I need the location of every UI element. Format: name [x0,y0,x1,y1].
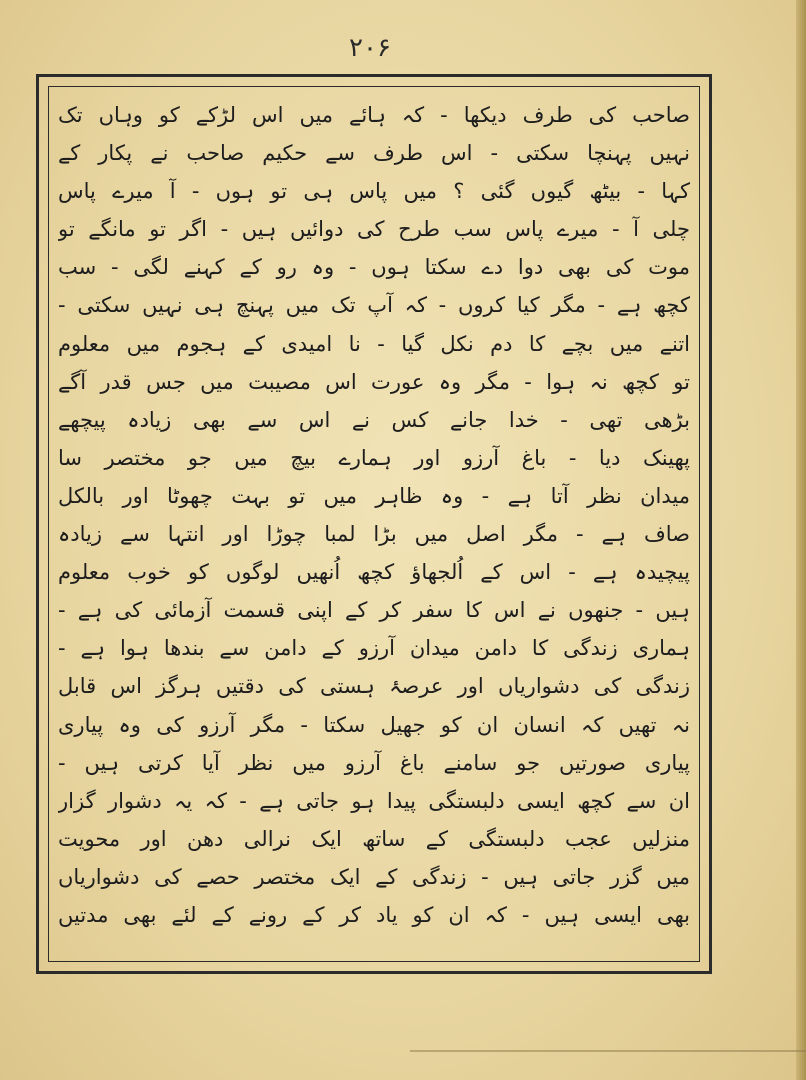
text-line: صاحب کی طرف دیکھا - کہ ہائے میں اس لڑکے کو وہاں تک [58,103,690,127]
text-line: منزلیں عجب دلبستگی کے ساتھ ایک نرالی دھن اور محویت [58,826,690,851]
text-line: کہا - بیٹھ گیوں گئی ؟ میں پاس ہی تو ہوں - آ میرے پاس [58,179,690,204]
text-line: زندگی کی دشواریاں اور عرصۂ ہستی کی دقتیں ہرگز اس قابل [58,674,690,699]
page-shadow-line [410,1050,806,1052]
text-line: پھینک دیا - باغ آرزو اور ہمارے بیچ میں جو مختصر سا [58,445,690,470]
text-line: موت کی بھی دوا دے سکتا ہوں - وہ رو کے کہنے لگی - سب [58,255,690,280]
text-line: صاف ہے - مگر اصل میں بڑا لمبا چوڑا اور انتہا سے زیادہ [58,522,690,547]
text-line: چلی آ - میرے پاس سب طرح کی دوائیں ہیں - اگر تو مانگے تو [58,217,690,242]
text-line: ہیں - جنھوں نے اس کا سفر کر کے اپنی قسمت آزمائی کی ہے - [58,598,690,623]
text-line: پیاری صورتیں جو سامنے باغ آرزو میں نظر آیا کرتی ہیں - [58,750,690,775]
text-line: بڑھی تھی - خدا جانے کس نے اس سے بھی زیادہ پیچھے [58,407,690,432]
text-line: میں گزر جاتی ہیں - زندگی کے ایک مختصر حصے کی دشواریاں [58,864,690,889]
page-number: ۲۰۶ [349,33,391,63]
text-line: پیچیدہ ہے - اس کے اُلجھاؤ کچھ اُنھیں لوگوں کو خوب معلوم [58,560,690,585]
text-line: اتنے میں بچے کا دم نکل گیا - نا امیدی کے ہجوم میں معلوم [58,331,690,356]
text-line: بھی ایسی ہیں - کہ ان کو یاد کر کے رونے کے لئے بھی مدتیں [58,902,690,927]
text-line: کچھ ہے - مگر کیا کروں - کہ آپ تک میں پہنچ ہی نہیں سکتی - [58,293,690,318]
text-line: ہماری زندگی کا دامن میدان آرزو کے دامن سے بندھا ہوا ہے - [58,636,690,661]
text-line: نہ تھیں کہ انسان ان کو جھیل سکتا - مگر آرزو کی وہ پیاری [58,712,690,737]
text-line: نہیں پہنچا سکتی - اس طرف سے حکیم صاحب نے پکار کے [58,141,690,166]
text-line: ان سے کچھ ایسی دلبستگی پیدا ہو جاتی ہے - کہ یہ دشوار گزار [58,788,690,813]
text-line: تو کچھ نہ ہوا - مگر وہ عورت اس مصیبت میں جس قدر آگے [58,369,690,394]
body-text [58,96,690,956]
page-edge [796,0,806,1080]
text-line: میدان نظر آتا ہے - وہ ظاہر میں تو بہت چھوٹا اور بالکل [58,483,690,508]
